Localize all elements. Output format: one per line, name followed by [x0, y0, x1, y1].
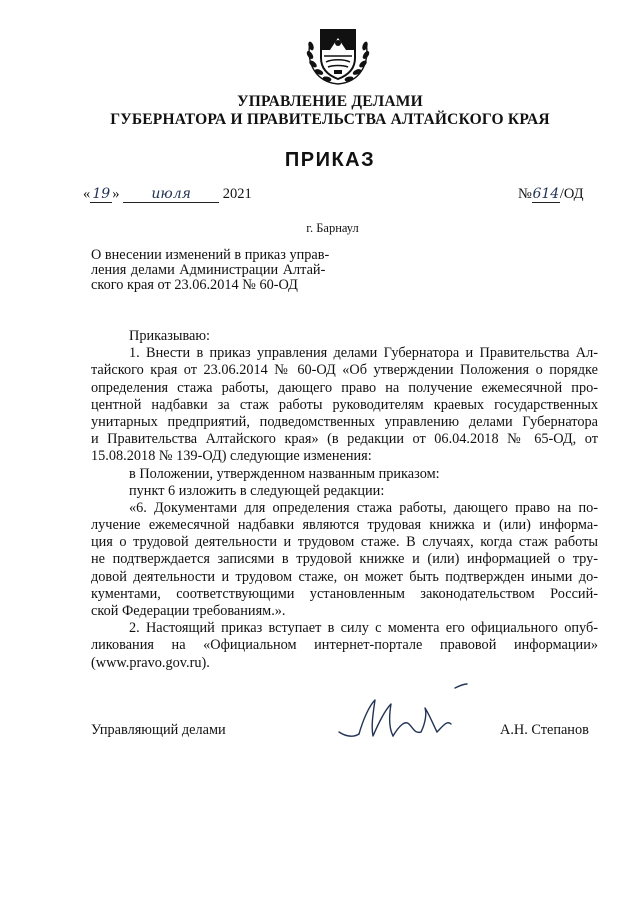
body-line: центной надбавки за стаж работы руководителям краевых государственных — [91, 396, 598, 413]
date-year: 2021 — [222, 186, 252, 202]
org-name-line2: ГУБЕРНАТОРА И ПРАВИТЕЛЬСТВА АЛТАЙСКОГО КРАЯ — [110, 111, 550, 128]
body-line: в Положении, утвержденном названным приказом: — [129, 465, 440, 482]
number-prefix: № — [518, 186, 532, 202]
signer-position: Управляющий делами — [91, 722, 226, 738]
document-subject — [91, 248, 361, 293]
handwritten-signature-icon — [335, 680, 475, 750]
body-line: унитарных предприятий, подведомственных управлению делами Губернатора — [91, 413, 598, 430]
subject-line: О внесении изменений в приказ управ- — [91, 247, 330, 263]
body-line: не подтверждается записями в трудовой книжке и (или) информацией о тру- — [91, 551, 598, 568]
body-line: ция о трудовой деятельности и трудовом стаже. В случаях, когда стаж работы — [91, 534, 598, 551]
body-line: довой деятельности и трудовом стаже, он может быть подтвержден иными до- — [91, 568, 598, 585]
document-number — [518, 186, 584, 203]
body-line: 1. Внести в приказ управления делами Губернатора и Правительства Ал- — [129, 345, 598, 362]
date-day: 19 — [90, 187, 112, 203]
org-name-line1: УПРАВЛЕНИЕ ДЕЛАМИ — [237, 93, 423, 110]
document-body — [91, 328, 598, 672]
body-intro: Приказываю: — [129, 328, 211, 344]
number-value: 614 — [532, 186, 560, 202]
body-line: лучение ежемесячной надбавки являются трудовая книжка и (или) информа- — [91, 517, 598, 534]
number-suffix: /ОД — [559, 186, 584, 202]
body-line: и Правительства Алтайского края» (в редакции от 06.04.2018 № 65-ОД, от — [91, 431, 598, 448]
body-line: пункт 6 изложить в следующей редакции: — [129, 482, 385, 499]
subject-line: ления делами Администрации Алтай- — [91, 262, 326, 278]
body-line: тайского края от 23.06.2014 № 60-ОД «Об утверждении Положения о порядке — [91, 362, 598, 379]
body-line: (www.pravo.gov.ru). — [91, 654, 210, 671]
body-line: ликования на «Официальном интернет-портале правовой информации» — [91, 637, 598, 654]
body-line: 15.08.2018 № 139-ОД) следующие изменения: — [91, 448, 372, 465]
subject-line: ского края от 23.06.2014 № 60-ОД — [91, 277, 298, 293]
date-month: июля — [123, 187, 219, 203]
body-line: 2. Настоящий приказ вступает в силу с момента его официального опуб- — [129, 620, 598, 637]
body-line: определения стажа работы, дающего право на получение ежемесячной про- — [91, 379, 598, 396]
body-line: кументами, соответствующими установленным законодательством Россий- — [91, 585, 598, 602]
date-open-quote: « — [83, 186, 91, 202]
altai-krai-coat-of-arms-icon — [302, 16, 374, 88]
date-close-quote: » — [112, 186, 120, 202]
document-type-title: ПРИКАЗ — [284, 149, 376, 171]
body-line: «6. Документами для определения стажа работы, дающего право на по- — [129, 499, 598, 516]
body-line: ской Федерации требованиям.». — [91, 603, 286, 619]
document-date — [83, 186, 252, 203]
city-line: г. Барнаул — [306, 221, 359, 235]
signer-name: А.Н. Степанов — [500, 722, 589, 738]
